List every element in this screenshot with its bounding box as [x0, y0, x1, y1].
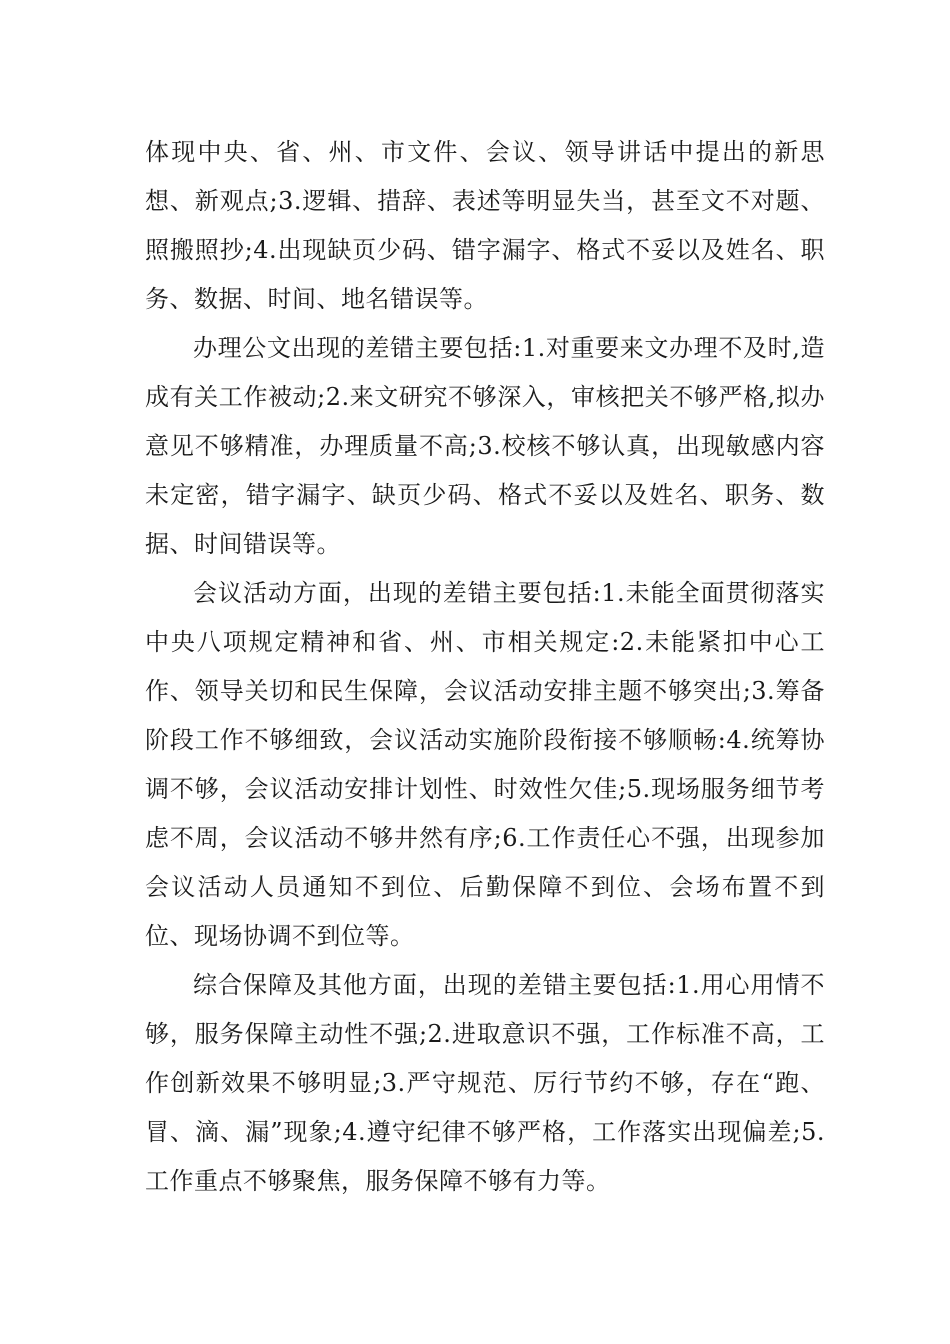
paragraph-document-handling-errors: 办理公文出现的差错主要包括:1.对重要来文办理不及时,造成有关工作被动;2.来文研究不够深入，审核把关不够严格,拟办意见不够精准，办理质量不高;3.校核不够认真，出现敏感内容未定密，错字漏字、缺页少码、格式不妥以及姓名、职务、数据、时间错误等。: [145, 334, 825, 558]
paragraph-meeting-activity-errors: 会议活动方面，出现的差错主要包括:1.未能全面贯彻落实中央八项规定精神和省、州、市相关规定:2.未能紧扣中心工作、领导关切和民生保障，会议活动安排主题不够突出;3.筹备阶段工作不够细致，会议活动实施阶段衔接不够顺畅:4.统筹协调不够，会议活动安排计划性、时效性欠佳;5.现场服务细节考虑不周，会议活动不够井然有序;6.工作责任心不强，出现参加会议活动人员通知不到位、后勤保障不到位、会场布置不到位、现场协调不到位等。: [145, 579, 825, 950]
document-body: [145, 128, 825, 1206]
paragraph-support-other-errors: 综合保障及其他方面，出现的差错主要包括:1.用心用情不够，服务保障主动性不强;2.进取意识不强，工作标准不高，工作创新效果不够明显;3.严守规范、厉行节约不够，存在“跑、冒、滴、漏”现象;4.遵守纪律不够严格，工作落实出现偏差;5.工作重点不够聚焦，服务保障不够有力等。: [145, 971, 825, 1195]
paragraph-continuation: 体现中央、省、州、市文件、会议、领导讲话中提出的新思想、新观点;3.逻辑、措辞、表述等明显失当，甚至文不对题、照搬照抄;4.出现缺页少码、错字漏字、格式不妥以及姓名、职务、数据、时间、地名错误等。: [145, 138, 825, 313]
